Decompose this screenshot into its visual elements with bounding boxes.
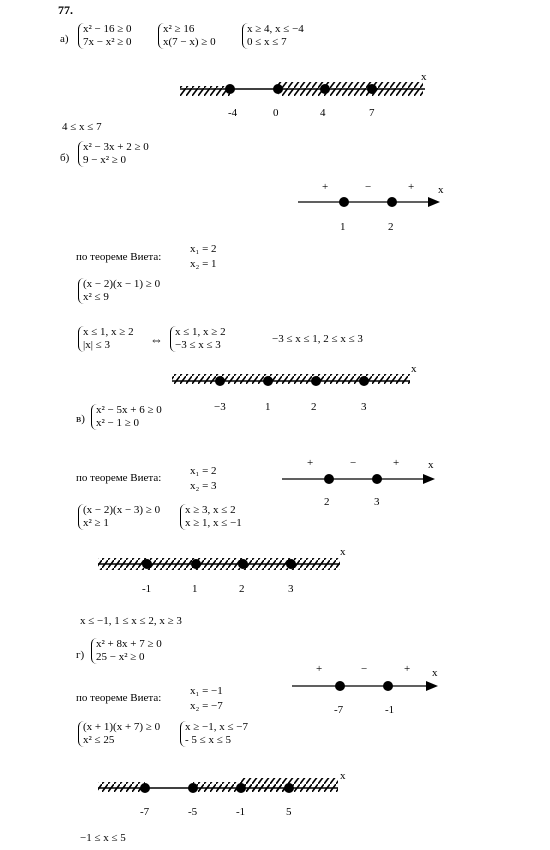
part-b-system3-line2: |x| ≤ 3 — [83, 339, 110, 351]
part-b-equivalence-arrow: ⇔ — [150, 332, 163, 347]
part-b-result: −3 ≤ x ≤ 1, 2 ≤ x ≤ 3 — [272, 333, 363, 345]
part-d-system3-line1: x ≥ −1, x ≤ −7 — [185, 721, 248, 733]
part-c-system1-line2: x² − 1 ≥ 0 — [96, 417, 140, 429]
part-c-system3-line2: x ≥ 1, x ≤ −1 — [185, 517, 242, 529]
part-d-sign-tick-2: -1 — [385, 704, 395, 716]
part-b-system1-line1: x² − 3x + 2 ≥ 0 — [83, 141, 149, 153]
part-b-tick-3: 2 — [311, 401, 317, 413]
part-c-vieta-root-1: x₁ = 2 — [190, 465, 217, 477]
part-c-sign-tick-2: 3 — [374, 496, 380, 508]
part-a-label: а) — [60, 33, 69, 45]
part-b-sign-axis-label: x — [438, 184, 444, 196]
part-b-sign-2: − — [365, 181, 372, 193]
part-d-system3-line2: - 5 ≤ x ≤ 5 — [185, 734, 231, 746]
part-b-vieta-root-1: x₁ = 2 — [190, 243, 217, 255]
part-d-axis-label: x — [340, 770, 346, 782]
part-a-answer: 4 ≤ x ≤ 7 — [62, 121, 102, 133]
part-a-axis-label: x — [421, 71, 427, 83]
part-c-tick-1: -1 — [142, 583, 152, 595]
part-d-vieta-root-2: x₂ = −7 — [190, 700, 223, 712]
part-b-vieta-label: по теореме Виета: — [76, 251, 162, 263]
part-b-tick-2: 1 — [265, 401, 271, 413]
part-a-system3-line2: 0 ≤ x ≤ 7 — [247, 36, 287, 48]
part-d-tick-1: -7 — [140, 806, 150, 818]
part-a-system3-line1: x ≥ 4, x ≤ −4 — [247, 23, 304, 35]
part-c-sign-1: + — [307, 457, 314, 469]
part-c-answer: x ≤ −1, 1 ≤ x ≤ 2, x ≥ 3 — [80, 615, 182, 627]
part-b-sign-1: + — [322, 181, 329, 193]
part-a-tick-2: 0 — [273, 107, 279, 119]
part-b-vieta-root-2: x₂ = 1 — [190, 258, 217, 270]
part-c-label: в) — [76, 413, 85, 425]
part-b-sign-tick-2: 2 — [388, 221, 394, 233]
part-d-sign-1: + — [316, 663, 323, 675]
part-d-tick-4: 5 — [286, 806, 292, 818]
part-b-system2-line1: (x − 2)(x − 1) ≥ 0 — [83, 278, 161, 290]
part-a-system1-line2: 7x − x² ≥ 0 — [83, 36, 132, 48]
part-a-system2-line2: x(7 − x) ≥ 0 — [163, 36, 216, 48]
part-c-sign-tick-1: 2 — [324, 496, 330, 508]
part-b-label: б) — [60, 152, 70, 164]
part-d-point-1 — [140, 783, 150, 793]
problem-number: 77. — [58, 3, 73, 17]
part-b-system3-line1: x ≤ 1, x ≥ 2 — [83, 326, 134, 338]
part-c-tick-4: 3 — [288, 583, 294, 595]
part-c-sign-3: + — [393, 457, 400, 469]
part-d-point-3 — [236, 783, 246, 793]
part-c-sign-axis-label: x — [428, 459, 434, 471]
part-d-sign-tick-1: -7 — [334, 704, 344, 716]
part-d-system1-line2: 25 − x² ≥ 0 — [96, 651, 145, 663]
part-a-system1-line1: x² − 16 ≥ 0 — [83, 23, 132, 35]
part-a-system2-line1: x² ≥ 16 — [163, 23, 195, 35]
part-c-tick-3: 2 — [239, 583, 245, 595]
part-a-tick-3: 4 — [320, 107, 326, 119]
part-d-point-4 — [284, 783, 294, 793]
part-c-system1-line1: x² − 5x + 6 ≥ 0 — [96, 404, 162, 416]
part-b-sign-tick-1: 1 — [340, 221, 346, 233]
part-d-system2-line1: (x + 1)(x + 7) ≥ 0 — [83, 721, 161, 733]
part-c-vieta-label: по теореме Виета: — [76, 472, 162, 484]
part-d-tick-3: -1 — [236, 806, 246, 818]
part-d-point-2 — [188, 783, 198, 793]
part-d-sign-axis-label: x — [432, 667, 438, 679]
part-a-tick-1: -4 — [228, 107, 238, 119]
part-c-system2-line1: (x − 2)(x − 3) ≥ 0 — [83, 504, 161, 516]
part-c-axis-label: x — [340, 546, 346, 558]
part-b-sign-3: + — [408, 181, 415, 193]
part-d-vieta-label: по теореме Виета: — [76, 692, 162, 704]
part-d-sign-3: + — [404, 663, 411, 675]
part-b-tick-1: −3 — [214, 401, 226, 413]
part-d-sign-2: − — [361, 663, 368, 675]
part-c-tick-2: 1 — [192, 583, 198, 595]
part-d-system1-line1: x² + 8x + 7 ≥ 0 — [96, 638, 162, 650]
part-d-answer: −1 ≤ x ≤ 5 — [80, 832, 126, 844]
part-b-system4-line1: x ≤ 1, x ≥ 2 — [175, 326, 226, 338]
part-b-tick-4: 3 — [361, 401, 367, 413]
part-d-hatch-left — [98, 782, 145, 792]
part-d-tick-2: -5 — [188, 806, 198, 818]
part-b-system4-line2: −3 ≤ x ≤ 3 — [175, 339, 221, 351]
part-d-system2-line2: x² ≤ 25 — [83, 734, 115, 746]
part-d-vieta-root-1: x₁ = −1 — [190, 685, 223, 697]
part-c-system3-line1: x ≥ 3, x ≤ 2 — [185, 504, 236, 516]
part-c-vieta-root-2: x₂ = 3 — [190, 480, 217, 492]
part-b-system1-line2: 9 − x² ≥ 0 — [83, 154, 127, 166]
part-a-tick-4: 7 — [369, 107, 375, 119]
part-c-system2-line2: x² ≥ 1 — [83, 517, 109, 529]
part-c-sign-2: − — [350, 457, 357, 469]
part-d-label: г) — [76, 649, 85, 661]
part-b-axis-label: x — [411, 363, 417, 375]
part-b-system2-line2: x² ≤ 9 — [83, 291, 109, 303]
